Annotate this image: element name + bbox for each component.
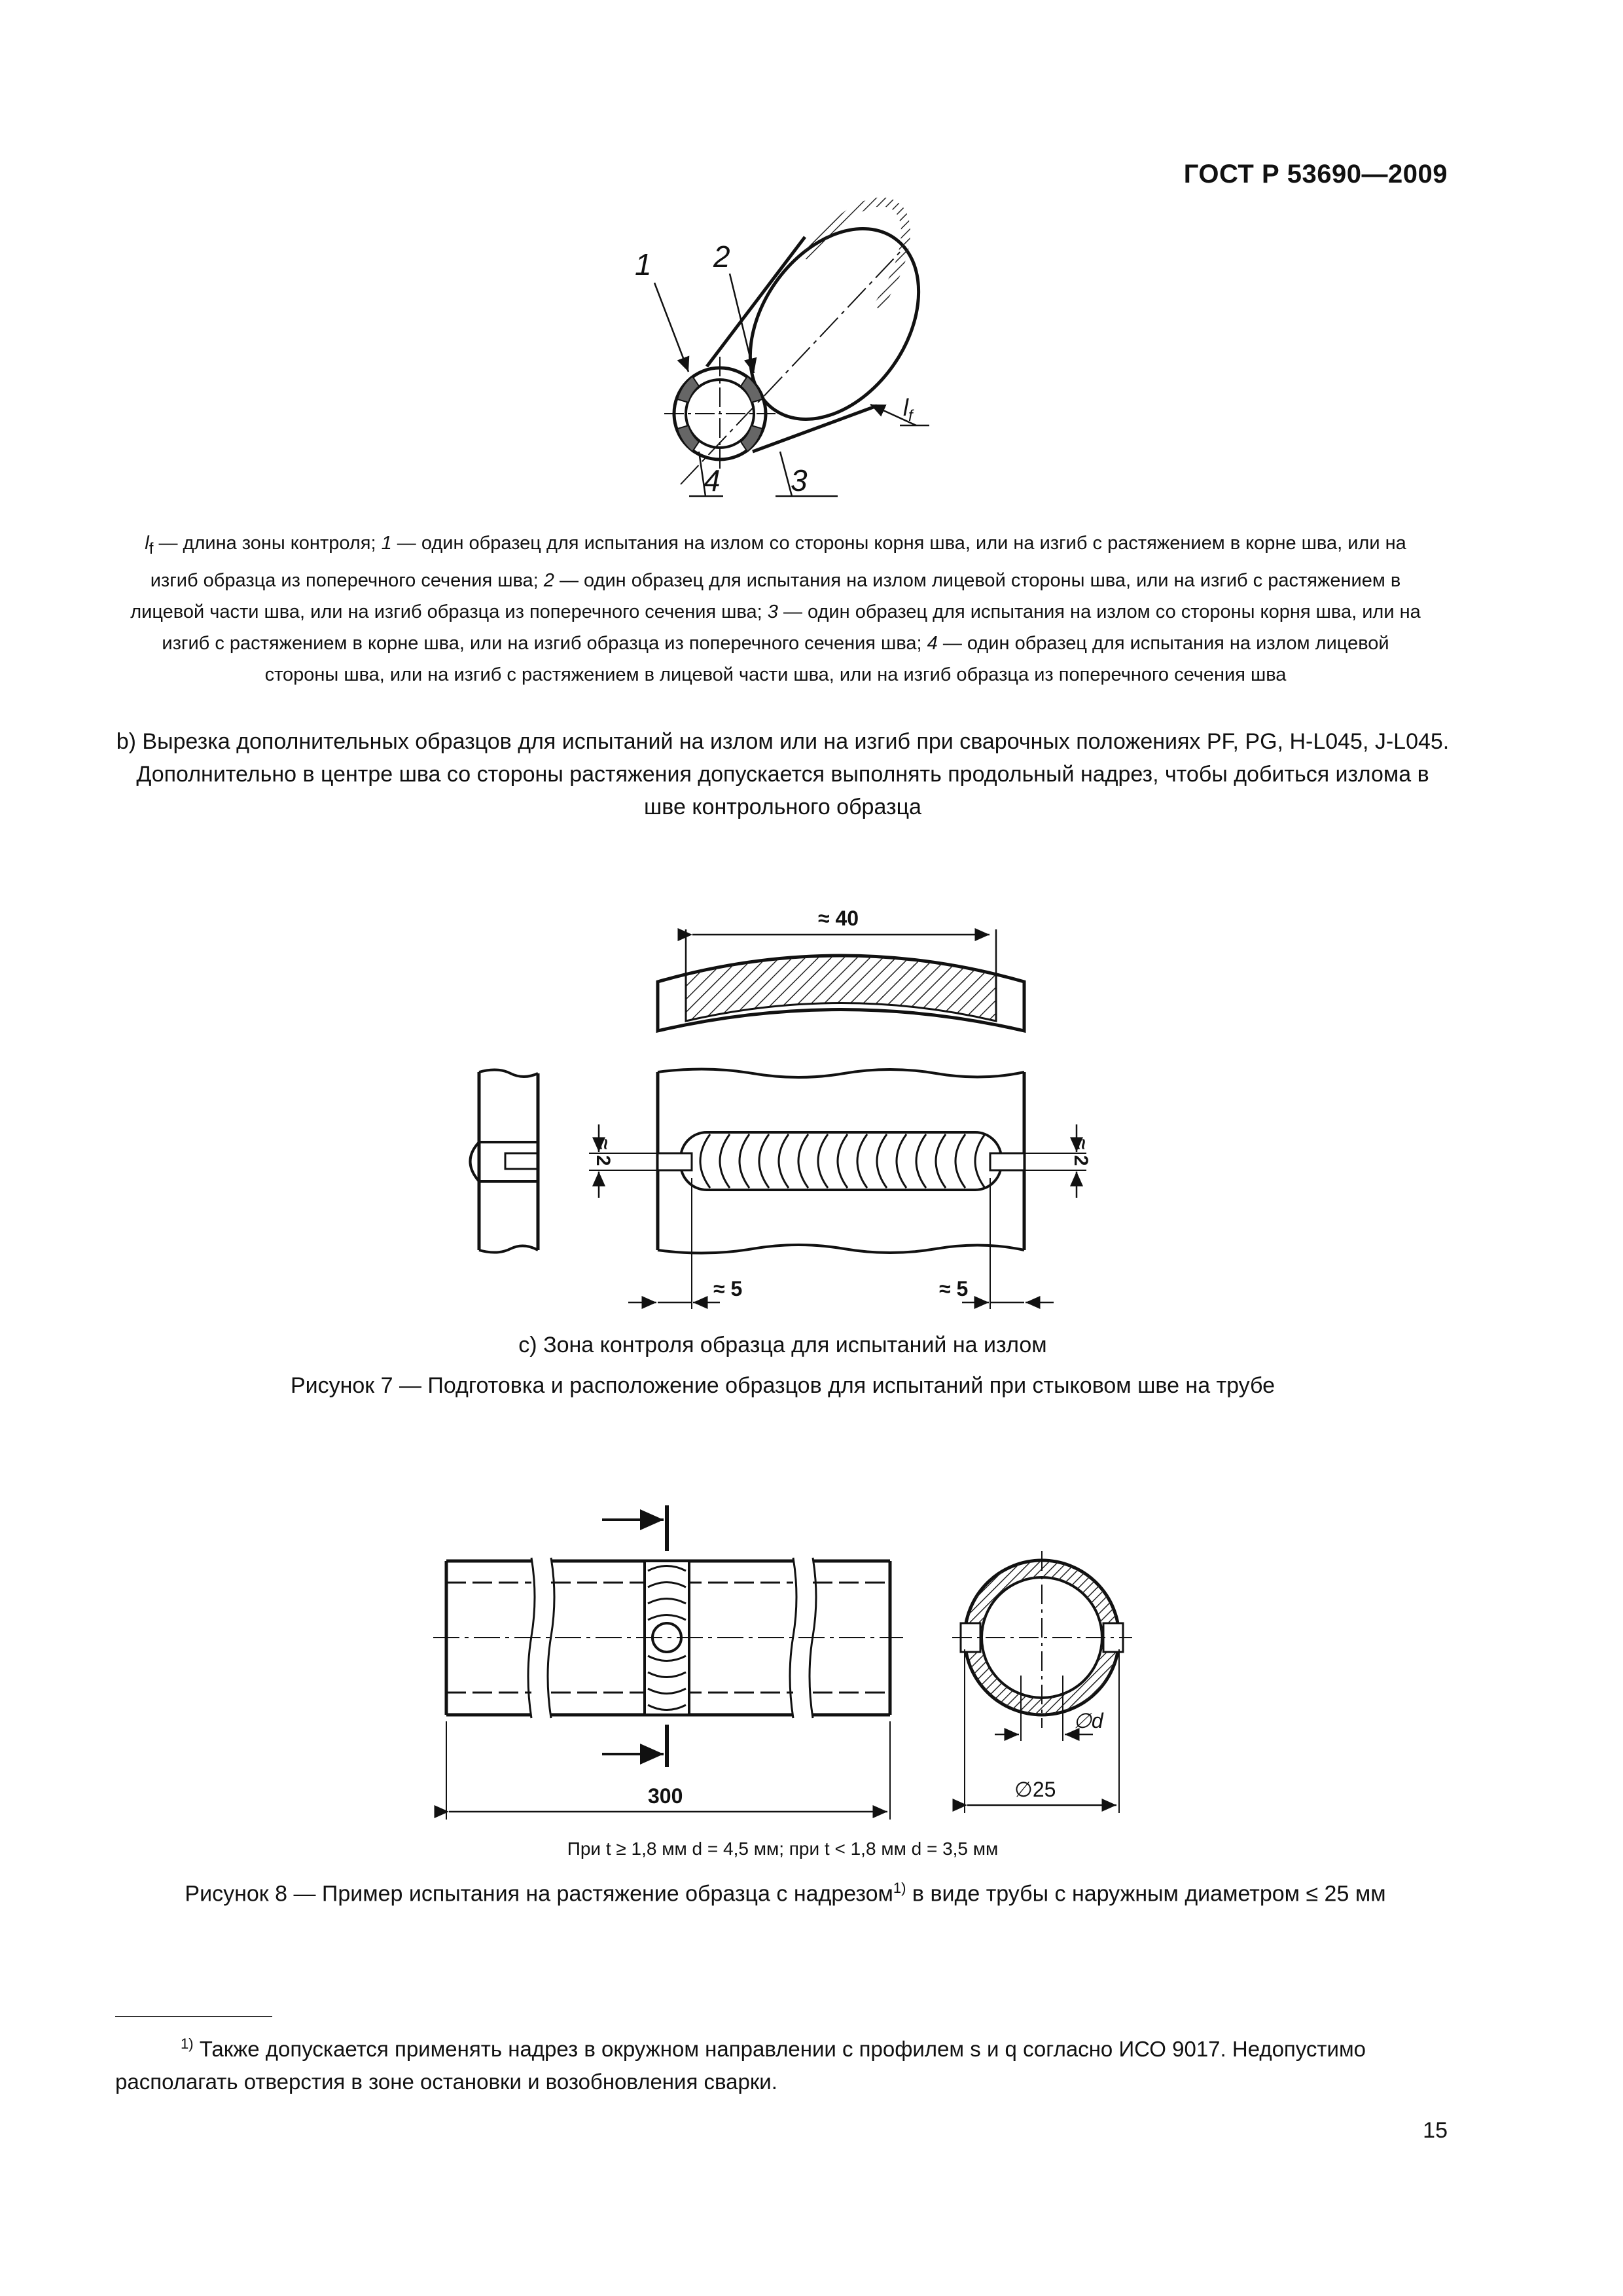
dim-2-right: ≈ 2 (1070, 1139, 1092, 1166)
dim-25: ∅25 (1014, 1778, 1056, 1801)
figure-7b-legend: $l_f$ — длина зоны контроля; 1 — один образец для испытания на излом со стороны корня шва, или на изгиб с растяжением в корне шва, или на изгиб образца из поперечного сечения шва; 2 — один образец для испытания на излом лицевой стороны шва, или на изгиб с растяжением в лицевой части шва, или на изгиб образца из поперечного сечения шва; 3 — один образец для испытания на излом со стороны корня шва, или на изгиб с растяжением в корне шва, или на изгиб образца из поперечного сечения шва; 4 — один образец для испытания на излом лицевой стороны шва, или на изгиб с растяжением в лицевой части шва, или на изгиб образца из поперечного сечения шва (130, 533, 1421, 685)
figure-7b-caption: b) Вырезка дополнительных образцов для испытаний на излом или на изгиб при сварочных положениях PF, PG, H-L045, J-L045. Дополнительно в центре шва со стороны растяжения допускается выполнять продольный надрез, чтобы добиться излома в шве контрольного образца (116, 729, 1450, 819)
figure-7c-caption: c) Зона контроля образца для испытаний на излом (518, 1333, 1047, 1357)
dim-40: ≈ 40 (818, 906, 859, 930)
figure-7c-specimen (471, 929, 1087, 1309)
dim-2-left: ≈ 2 (592, 1139, 614, 1166)
label-2: 2 (713, 240, 730, 274)
figure-7b-pipe (654, 197, 954, 496)
dim-5-right: ≈ 5 (939, 1277, 969, 1300)
footnote-separator (115, 2016, 272, 2017)
figure-8-condition: При t ≥ 1,8 мм d = 4,5 мм; при t < 1,8 мм d = 3,5 мм (567, 1839, 999, 1859)
figure-7-title: Рисунок 7 — Подготовка и расположение образцов для испытаний при стыковом шве на трубе (290, 1373, 1275, 1398)
figure-8-title: Рисунок 8 — Пример испытания на растяжение образца с надрезом$^{1)}$ в виде трубы с наружным диаметром ≤ 25 мм (185, 1880, 1386, 1907)
label-1: 1 (635, 247, 652, 281)
document-number: ГОСТ Р 53690—2009 (1183, 160, 1448, 188)
label-lf: $l_f$ (903, 394, 913, 425)
dim-5-left: ≈ 5 (713, 1277, 743, 1300)
label-3: 3 (791, 463, 808, 497)
dim-300: 300 (648, 1784, 683, 1808)
footnote: $^{1)}$ Также допускается применять надрез в окружном направлении с профилем s и q согласно ИСО 9017. Недопустимо располагать отверстия в зоне остановки и возобновления сварки. (115, 2036, 1366, 2094)
figure-8-tube (433, 1505, 1132, 1820)
dim-d: ∅d (1073, 1709, 1103, 1732)
page-number: 15 (1423, 2118, 1448, 2143)
label-4: 4 (704, 463, 721, 497)
